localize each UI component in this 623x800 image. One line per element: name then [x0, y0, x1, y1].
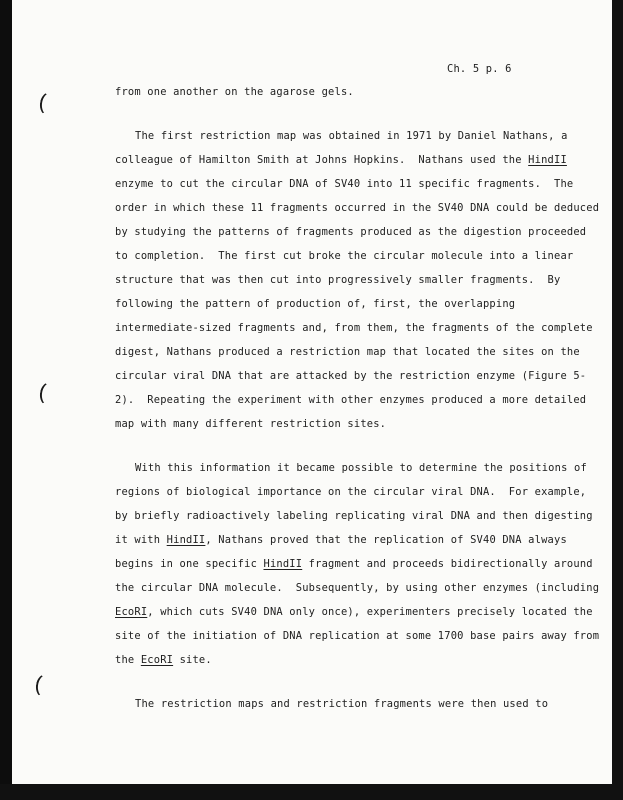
text-line: The restriction maps and restriction fragments were then used to: [135, 698, 549, 710]
text-line: it with HindII, Nathans proved that the replication of SV40 DNA always: [115, 534, 567, 546]
underlined-term: HindII: [263, 558, 303, 570]
text-line: enzyme to cut the circular DNA of SV40 into 11 specific fragments. The: [115, 178, 574, 190]
text-line: from one another on the agarose gels.: [115, 86, 354, 98]
text-line: following the pattern of production of, first, the overlapping: [115, 298, 516, 310]
document-page: [12, 0, 612, 784]
text-line: The first restriction map was obtained in 1971 by Daniel Nathans, a: [135, 130, 568, 142]
text-line: circular viral DNA that are attacked by the restriction enzyme (Figure 5-: [115, 370, 587, 382]
underlined-term: EcoRI: [115, 606, 148, 618]
text-line: site of the initiation of DNA replication at some 1700 base pairs away from: [115, 630, 600, 642]
binder-hole-top: [38, 91, 59, 117]
binder-hole-middle: [38, 381, 59, 407]
text-line: begins in one specific HindII fragment and proceeds bidirectionally around: [115, 558, 593, 570]
text-line: With this information it became possible to determine the positions of: [135, 462, 587, 474]
scan-border-right: [612, 0, 623, 800]
text-line: order in which these 11 fragments occurred in the SV40 DNA could be deduced: [115, 202, 600, 214]
text-line: colleague of Hamilton Smith at Johns Hopkins. Nathans used the HindII: [115, 154, 567, 166]
text-line: to completion. The first cut broke the circular molecule into a linear: [115, 250, 574, 262]
text-line: the EcoRI site.: [115, 654, 212, 666]
text-line: 2). Repeating the experiment with other enzymes produced a more detailed: [115, 394, 587, 406]
text-line: regions of biological importance on the circular viral DNA. For example,: [115, 486, 587, 498]
page-header: Ch. 5 p. 6: [447, 63, 512, 75]
underlined-term: HindII: [528, 154, 567, 166]
text-line: intermediate-sized fragments and, from them, the fragments of the complete: [115, 322, 593, 334]
text-line: by studying the patterns of fragments produced as the digestion proceeded: [115, 226, 587, 238]
text-line: map with many different restriction sites.: [115, 418, 387, 430]
underlined-term: EcoRI: [140, 654, 174, 666]
scan-border-bottom: [0, 784, 623, 800]
text-line: by briefly radioactively labeling replicating viral DNA and then digesting: [115, 510, 593, 522]
text-line: structure that was then cut into progressively smaller fragments. By: [115, 274, 561, 286]
text-line: EcoRI, which cuts SV40 DNA only once), experimenters precisely located the: [115, 606, 593, 618]
typed-text: [12, 0, 600, 710]
underlined-term: HindII: [166, 534, 206, 546]
binder-hole-bottom: [34, 673, 55, 699]
text-line: the circular DNA molecule. Subsequently, by using other enzymes (including: [115, 582, 600, 594]
text-line: digest, Nathans produced a restriction map that located the sites on the: [115, 346, 580, 358]
